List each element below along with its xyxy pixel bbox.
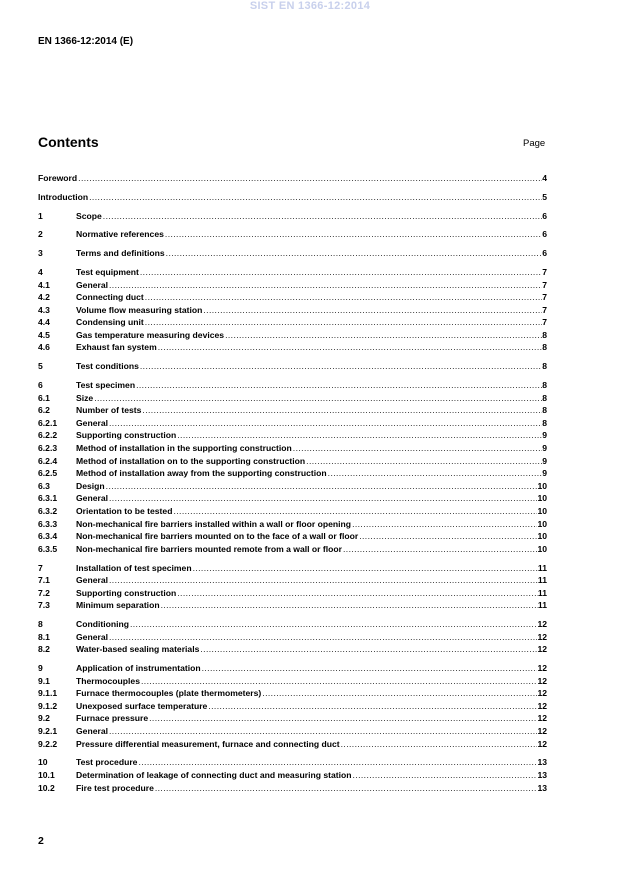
toc-dot-leader — [108, 279, 542, 292]
toc-entry-page: 10 — [537, 480, 547, 491]
toc-entry-title: General — [76, 493, 109, 504]
toc-entry-title: Design — [76, 480, 105, 491]
toc-entry-title: Determination of leakage of connecting duct and measuring station — [76, 770, 352, 780]
toc-entry[interactable] — [38, 725, 547, 738]
toc-entry-title: Size — [76, 392, 94, 403]
toc-entry[interactable] — [38, 675, 547, 688]
toc-entry-page: 8 — [542, 361, 547, 372]
toc-dot-leader — [224, 329, 542, 342]
toc-entry-number: 10 — [38, 757, 48, 768]
toc-dot-leader — [165, 247, 543, 260]
toc-dot-leader — [327, 467, 543, 480]
toc-dot-leader — [157, 341, 543, 354]
toc-entry[interactable] — [38, 587, 547, 600]
toc-entry-number: 4 — [38, 266, 43, 277]
toc-entry-number: 9.1.2 — [38, 700, 58, 711]
toc-entry-number: 4.2 — [38, 292, 50, 303]
toc-entry[interactable] — [38, 505, 547, 518]
toc-dot-leader — [358, 530, 537, 543]
toc-entry-page: 4 — [542, 173, 547, 183]
toc-entry-title: Scope — [76, 210, 102, 221]
toc-entry[interactable] — [38, 442, 547, 455]
toc-dot-leader — [164, 228, 542, 241]
contents-heading: Contents — [38, 134, 99, 150]
toc-entry-title: Unexposed surface temperature — [76, 700, 208, 711]
toc-dot-leader — [148, 712, 537, 725]
toc-dot-leader — [176, 587, 538, 600]
toc-entry-page: 7 — [542, 266, 547, 277]
toc-dot-leader — [139, 360, 542, 373]
toc-entry-number: 6.3.1 — [38, 493, 58, 504]
toc-entry-number: 4.4 — [38, 317, 50, 328]
toc-entry-title: Non-mechanical fire barriers mounted remote from a wall or floor — [76, 543, 342, 554]
toc-entry-number: 9 — [38, 663, 43, 674]
toc-dot-leader — [207, 700, 537, 713]
toc-entry-title: Normative references — [76, 229, 164, 240]
toc-entry[interactable] — [38, 266, 547, 279]
toc-entry-page: 12 — [537, 631, 547, 642]
toc-dot-leader — [340, 738, 538, 751]
toc-entry-number: 6.3 — [38, 480, 50, 491]
toc-entry[interactable] — [38, 210, 547, 223]
toc-entry-page: 10 — [537, 518, 547, 529]
document-id: EN 1366-12:2014 (E) — [38, 36, 134, 47]
toc-entry-number: 6.3.3 — [38, 518, 58, 529]
toc-entry-number: 5 — [38, 361, 43, 372]
toc-entry-number: 9.2 — [38, 713, 50, 724]
toc-entry-number: 9.1 — [38, 675, 50, 686]
toc-dot-leader — [192, 562, 538, 575]
toc-entry-number: 4.1 — [38, 279, 50, 290]
toc-entry-title: Non-mechanical fire barriers installed within a wall or floor opening — [76, 518, 352, 529]
toc-entry[interactable] — [38, 304, 547, 317]
toc-entry[interactable] — [38, 562, 547, 575]
toc-dot-leader — [160, 599, 538, 612]
toc-entry-title: Exhaust fan system — [76, 342, 157, 353]
toc-dot-leader — [199, 643, 537, 656]
toc-entry-title: Test specimen — [76, 380, 136, 391]
toc-entry[interactable] — [38, 769, 547, 782]
toc-entry[interactable] — [38, 228, 547, 241]
toc-entry-title: General — [76, 417, 109, 428]
toc-entry-number: 6.2.3 — [38, 443, 58, 453]
page-column-label: Page — [523, 138, 546, 149]
toc-entry-number: 6.2.2 — [38, 430, 58, 441]
toc-dot-leader — [108, 417, 542, 430]
toc-entry-page: 11 — [537, 600, 547, 611]
toc-entry-number: 10.1 — [38, 770, 55, 780]
toc-entry-title: Test conditions — [76, 361, 139, 372]
toc-entry[interactable] — [38, 191, 547, 204]
toc-entry-number: 6.2.1 — [38, 417, 58, 428]
toc-dot-leader — [139, 266, 542, 279]
toc-entry-title: Introduction — [38, 191, 89, 202]
toc-entry-number: 8.2 — [38, 644, 50, 655]
toc-entry-number: 6.2.5 — [38, 468, 58, 479]
toc-entry-page: 11 — [537, 587, 547, 598]
toc-entry-page: 11 — [537, 575, 547, 586]
toc-entry-page: 13 — [537, 770, 547, 780]
toc-entry-title: Minimum separation — [76, 600, 160, 611]
toc-entry-page: 9 — [542, 468, 547, 479]
toc-entry-number: 9.2.2 — [38, 738, 58, 749]
toc-dot-leader — [292, 442, 542, 455]
toc-entry-number: 6 — [38, 380, 43, 391]
toc-entry-number: 1 — [38, 210, 43, 221]
toc-entry-title: Volume flow measuring station — [76, 304, 203, 315]
toc-entry-page: 5 — [542, 191, 547, 202]
toc-entry-title: Method of installation in the supporting construction — [76, 443, 292, 453]
toc-entry[interactable] — [38, 291, 547, 304]
toc-dot-leader — [108, 492, 537, 505]
toc-entry-number: 7.2 — [38, 587, 50, 598]
toc-entry-title: Method of installation on to the supporting construction — [76, 455, 306, 466]
toc-entry[interactable] — [38, 662, 547, 675]
toc-entry-page: 12 — [537, 663, 547, 674]
toc-entry-title: General — [76, 575, 109, 586]
toc-entry-number: 9.2.1 — [38, 726, 58, 737]
toc-entry-number: 2 — [38, 229, 43, 240]
toc-entry-number: 4.5 — [38, 329, 50, 340]
toc-entry-title: Condensing unit — [76, 317, 144, 328]
toc-entry-title: Pressure differential measurement, furnace and connecting duct — [76, 738, 340, 749]
toc-entry-page: 9 — [542, 430, 547, 441]
toc-entry-title: Conditioning — [76, 619, 129, 630]
toc-entry-title: General — [76, 279, 109, 290]
toc-entry-title: Test equipment — [76, 266, 139, 277]
toc-entry[interactable] — [38, 631, 547, 644]
toc-entry[interactable] — [38, 518, 547, 531]
toc-entry[interactable] — [38, 392, 547, 405]
toc-entry-title: Non-mechanical fire barriers mounted on to the face of a wall or floor — [76, 531, 359, 542]
toc-entry-page: 7 — [542, 279, 547, 290]
toc-entry-number: 4.3 — [38, 304, 50, 315]
toc-dot-leader — [352, 769, 538, 782]
toc-entry-title: Fire test procedure — [76, 782, 154, 793]
toc-dot-leader — [141, 404, 542, 417]
toc-entry-page: 8 — [542, 380, 547, 391]
toc-dot-leader — [102, 210, 542, 223]
toc-entry-number: 7.3 — [38, 600, 50, 611]
toc-entry-page: 10 — [537, 505, 547, 516]
table-of-contents — [38, 172, 547, 794]
toc-entry[interactable] — [38, 316, 547, 329]
toc-entry-title: Furnace thermocouples (plate thermometers) — [76, 688, 262, 699]
toc-entry-page: 12 — [537, 726, 547, 737]
toc-dot-leader — [135, 379, 542, 392]
toc-entry-page: 12 — [537, 738, 547, 749]
toc-entry-page: 8 — [542, 342, 547, 353]
toc-entry[interactable] — [38, 279, 547, 292]
toc-dot-leader — [261, 687, 537, 700]
toc-entry-page: 12 — [537, 619, 547, 630]
toc-dot-leader — [88, 191, 542, 204]
toc-entry-number: 8.1 — [38, 631, 50, 642]
toc-entry-number: 6.2.4 — [38, 455, 58, 466]
toc-dot-leader — [137, 756, 537, 769]
toc-entry-page: 9 — [542, 443, 547, 453]
toc-entry-page: 8 — [542, 392, 547, 403]
toc-entry[interactable] — [38, 738, 547, 751]
toc-entry-page: 11 — [537, 562, 547, 573]
toc-entry-page: 7 — [542, 317, 547, 328]
toc-entry[interactable] — [38, 467, 547, 480]
toc-entry-page: 10 — [537, 543, 547, 554]
toc-entry[interactable] — [38, 782, 547, 795]
toc-entry-number: 4.6 — [38, 342, 50, 353]
toc-entry[interactable] — [38, 329, 547, 342]
toc-entry[interactable] — [38, 379, 547, 392]
toc-entry-page: 12 — [537, 700, 547, 711]
toc-entry-title: Number of tests — [76, 405, 142, 416]
toc-entry[interactable] — [38, 700, 547, 713]
toc-dot-leader — [144, 316, 542, 329]
toc-dot-leader — [144, 291, 542, 304]
toc-entry[interactable] — [38, 480, 547, 493]
toc-entry-page: 10 — [537, 531, 547, 542]
toc-entry-number: 6.3.2 — [38, 505, 58, 516]
toc-entry[interactable] — [38, 429, 547, 442]
toc-entry-page: 12 — [537, 644, 547, 655]
toc-entry-title: Furnace pressure — [76, 713, 149, 724]
toc-entry[interactable] — [38, 687, 547, 700]
toc-entry-title: Supporting construction — [76, 430, 177, 441]
toc-entry[interactable] — [38, 417, 547, 430]
toc-entry-number: 7.1 — [38, 575, 50, 586]
toc-entry-page: 8 — [542, 329, 547, 340]
toc-entry-page: 6 — [542, 210, 547, 221]
toc-entry-page: 13 — [537, 782, 547, 793]
toc-entry-number: 9.1.1 — [38, 688, 58, 699]
toc-entry[interactable] — [38, 404, 547, 417]
toc-entry[interactable] — [38, 492, 547, 505]
toc-entry-title: Water-based sealing materials — [76, 644, 200, 655]
toc-entry-page: 7 — [542, 292, 547, 303]
toc-entry-number: 6.3.4 — [38, 531, 58, 542]
watermark: SIST EN 1366-12:2014 — [249, 0, 371, 12]
toc-entry-title: Installation of test specimen — [76, 562, 192, 573]
toc-entry[interactable] — [38, 341, 547, 354]
toc-entry-number: 3 — [38, 248, 43, 259]
toc-entry-title: General — [76, 726, 109, 737]
toc-dot-leader — [140, 675, 537, 688]
toc-entry-title: General — [76, 631, 109, 642]
toc-entry-number: 6.1 — [38, 392, 50, 403]
toc-entry-title: Method of installation away from the supporting construction — [76, 468, 327, 479]
toc-entry-number: 6.3.5 — [38, 543, 58, 554]
toc-entry[interactable] — [38, 643, 547, 656]
toc-entry-page: 12 — [537, 675, 547, 686]
toc-entry-page: 10 — [537, 493, 547, 504]
toc-entry[interactable] — [38, 712, 547, 725]
toc-dot-leader — [201, 662, 538, 675]
toc-entry-page: 9 — [542, 455, 547, 466]
toc-entry-number: 10.2 — [38, 782, 55, 793]
toc-entry-page: 12 — [537, 713, 547, 724]
toc-dot-leader — [172, 505, 537, 518]
toc-entry[interactable] — [38, 530, 547, 543]
toc-entry-title: Terms and definitions — [76, 248, 165, 259]
toc-dot-leader — [108, 574, 538, 587]
toc-entry-page: 6 — [542, 248, 547, 259]
toc-dot-leader — [108, 725, 537, 738]
toc-dot-leader — [351, 518, 537, 531]
toc-dot-leader — [176, 429, 542, 442]
toc-entry-title: Foreword — [38, 173, 78, 183]
toc-entry-page: 6 — [542, 229, 547, 240]
toc-entry[interactable] — [38, 756, 547, 769]
toc-entry-page: 7 — [542, 304, 547, 315]
toc-entry-title: Connecting duct — [76, 292, 144, 303]
toc-dot-leader — [305, 455, 542, 468]
toc-entry-title: Supporting construction — [76, 587, 177, 598]
toc-entry[interactable] — [38, 360, 547, 373]
toc-dot-leader — [202, 304, 542, 317]
toc-dot-leader — [154, 782, 538, 795]
toc-entry-title: Thermocouples — [76, 675, 140, 686]
toc-entry[interactable] — [38, 574, 547, 587]
toc-entry[interactable] — [38, 599, 547, 612]
toc-entry[interactable] — [38, 618, 547, 631]
toc-entry-title: Gas temperature measuring devices — [76, 329, 225, 340]
toc-dot-leader — [93, 392, 542, 405]
toc-dot-leader — [105, 480, 538, 493]
toc-entry[interactable] — [38, 172, 547, 185]
page-number: 2 — [38, 835, 44, 847]
toc-entry-title: Application of instrumentation — [76, 663, 201, 674]
toc-entry-number: 6.2 — [38, 405, 50, 416]
toc-dot-leader — [342, 543, 537, 556]
toc-entry-number: 8 — [38, 619, 43, 630]
toc-dot-leader — [129, 618, 537, 631]
toc-entry[interactable] — [38, 455, 547, 468]
toc-dot-leader — [108, 631, 537, 644]
toc-entry-page: 13 — [537, 757, 547, 768]
toc-dot-leader — [77, 172, 542, 185]
toc-entry-title: Orientation to be tested — [76, 505, 173, 516]
toc-entry-page: 8 — [542, 405, 547, 416]
toc-entry-number: 7 — [38, 562, 43, 573]
toc-entry[interactable] — [38, 247, 547, 260]
toc-entry-page: 8 — [542, 417, 547, 428]
toc-entry-title: Test procedure — [76, 757, 138, 768]
toc-entry[interactable] — [38, 543, 547, 556]
toc-entry-page: 12 — [537, 688, 547, 699]
